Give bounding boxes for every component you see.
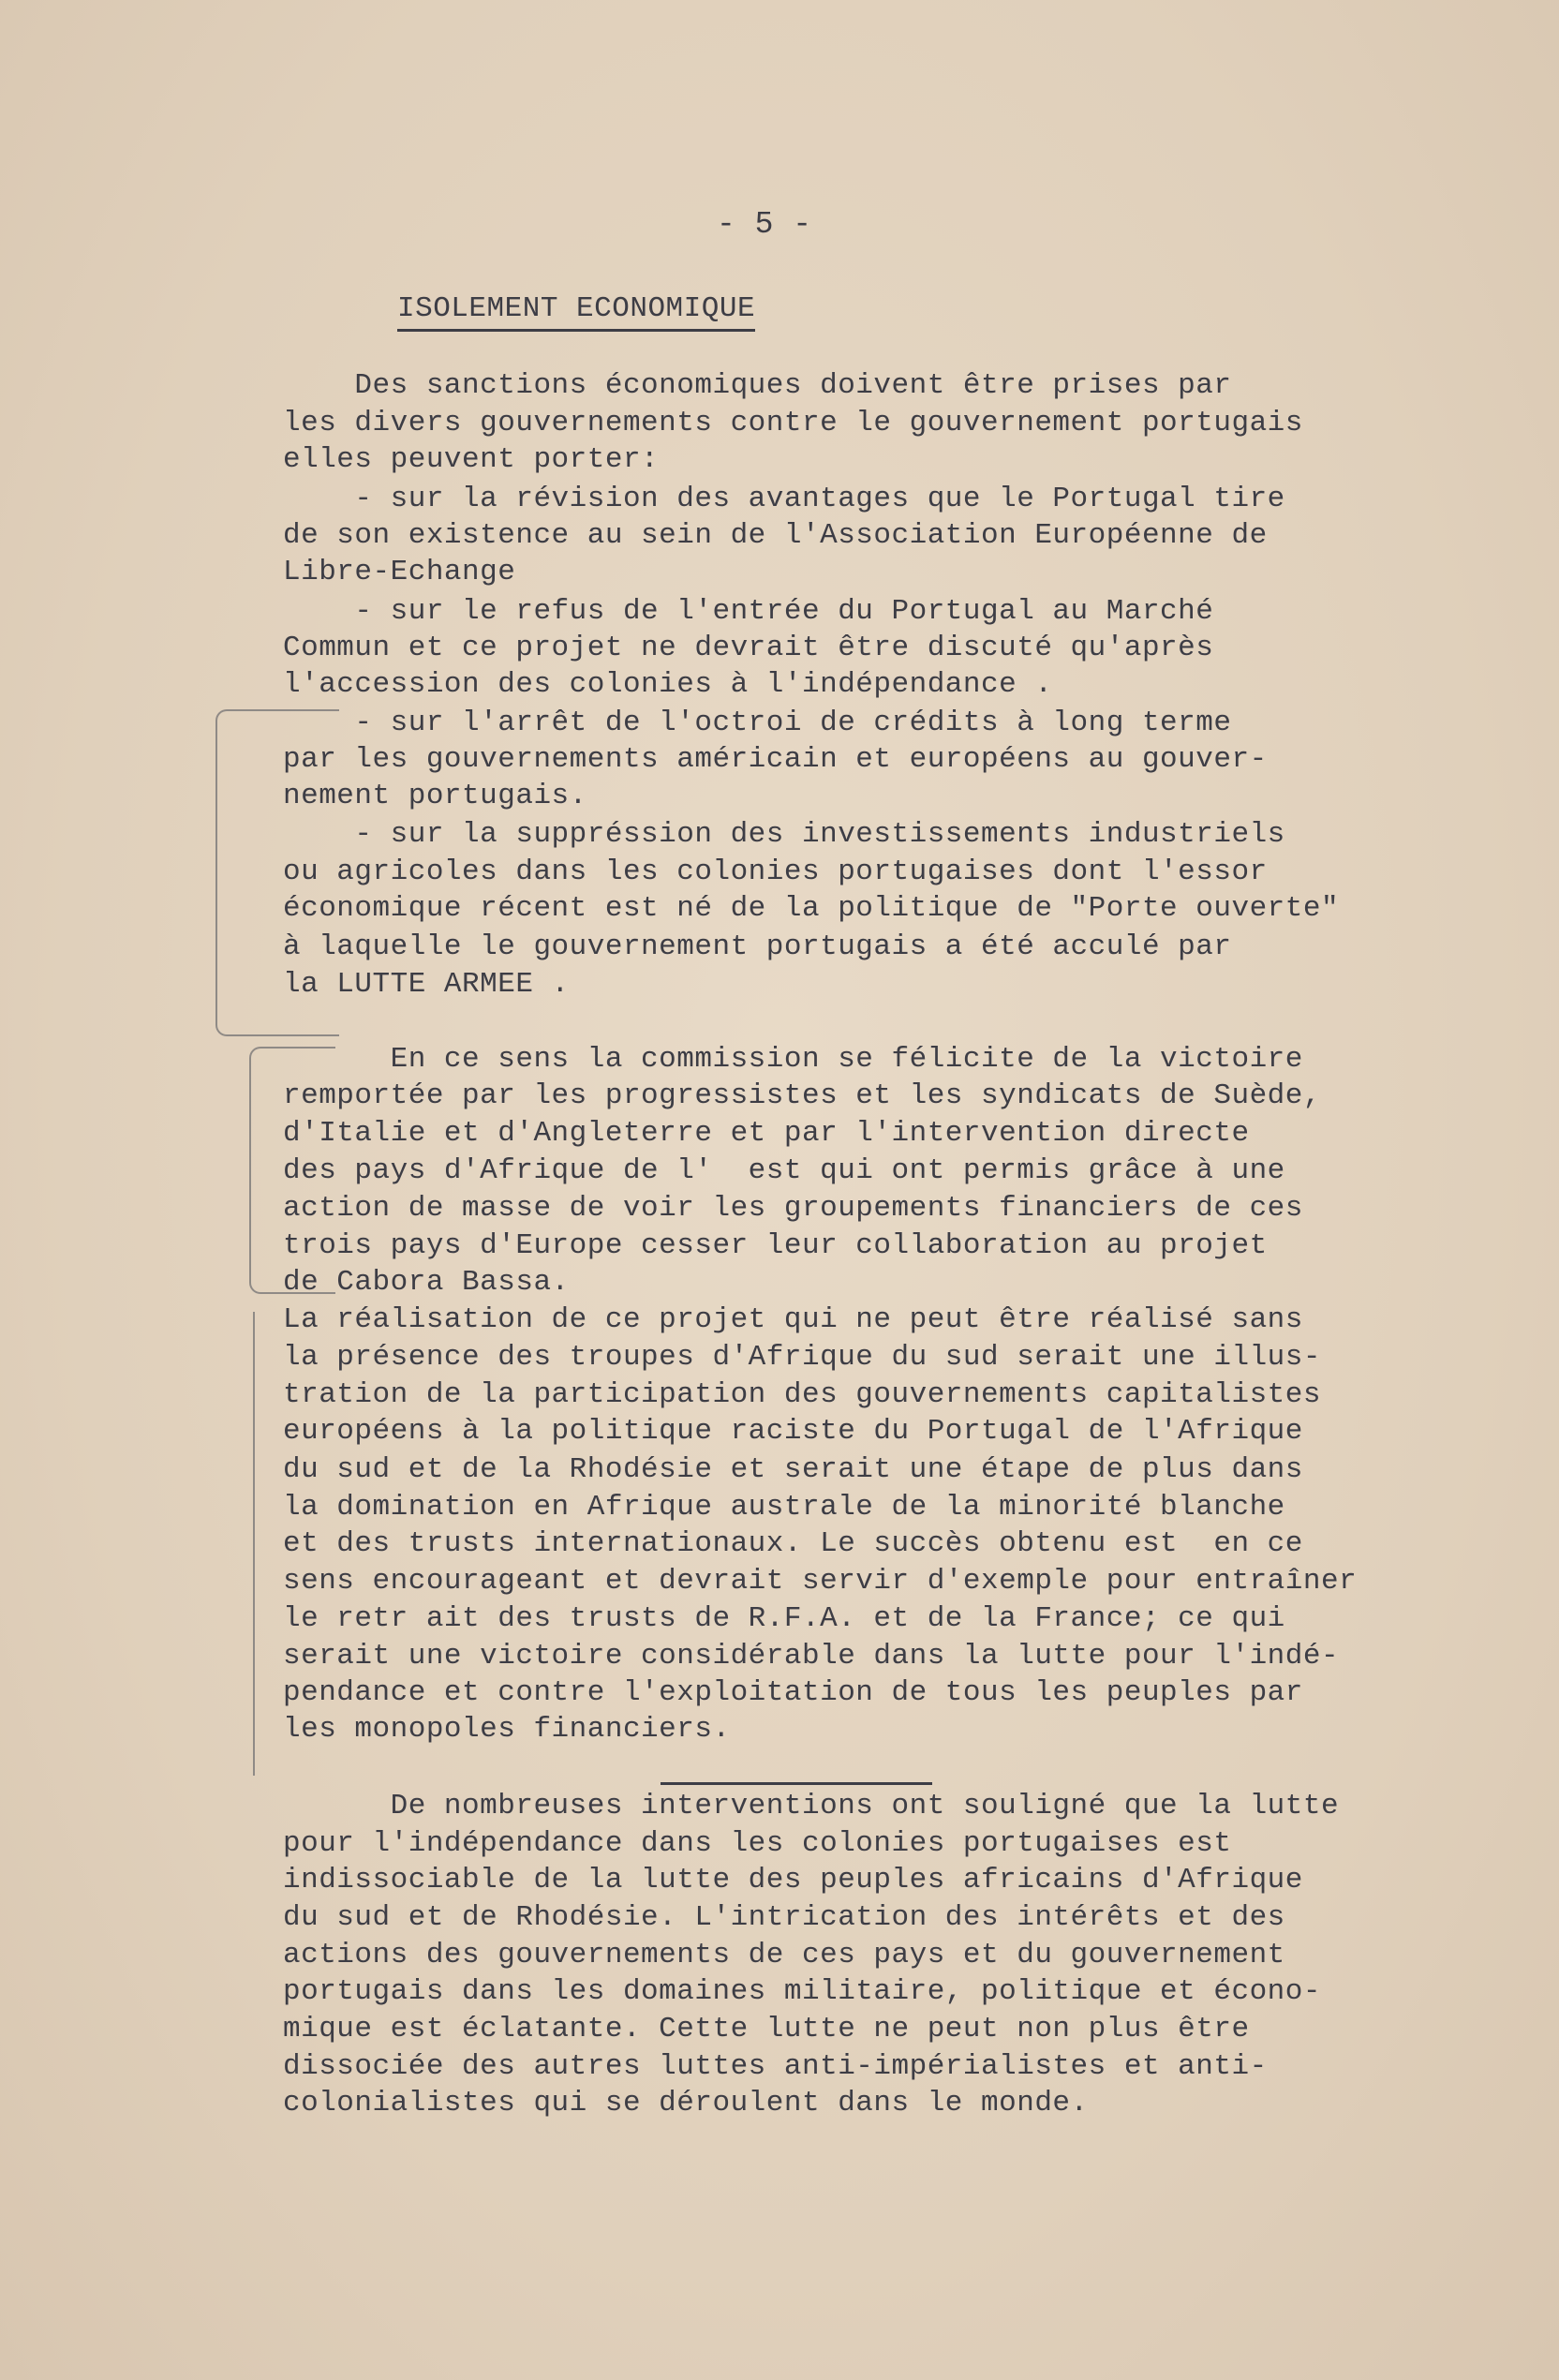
page-number: - 5 - [717, 207, 812, 242]
text-line: - sur la révision des avantages que le Portugal tire [283, 483, 1285, 515]
text-line: du sud et de Rhodésie. L'intrication des intérêts et des [283, 1901, 1285, 1934]
text-line: la domination en Afrique australe de la minorité blanche [283, 1491, 1285, 1524]
text-line: de Cabora Bassa. [283, 1266, 570, 1299]
text-line: le retr ait des trusts de R.F.A. et de la France; ce qui [283, 1602, 1285, 1635]
text-line: nement portugais. [283, 780, 587, 812]
text-line: des pays d'Afrique de l' est qui ont permis grâce à une [283, 1154, 1285, 1187]
text-line: européens à la politique raciste du Portugal de l'Afrique [283, 1415, 1303, 1448]
section-title: ISOLEMENT ECONOMIQUE [397, 290, 755, 332]
margin-line [253, 1312, 255, 1776]
text-line: Libre-Echange [283, 556, 516, 588]
text-line: En ce sens la commission se félicite de la victoire [283, 1043, 1303, 1076]
text-line: indissociable de la lutte des peuples africains d'Afrique [283, 1864, 1303, 1897]
text-line: Des sanctions économiques doivent être prises par [283, 369, 1232, 402]
text-line: d'Italie et d'Angleterre et par l'intervention directe [283, 1117, 1250, 1150]
text-line: elles peuvent porter: [283, 443, 660, 476]
text-line: la présence des troupes d'Afrique du sud serait une illus- [283, 1341, 1321, 1374]
text-line: colonialistes qui se déroulent dans le monde. [283, 2087, 1089, 2120]
text-line: mique est éclatante. Cette lutte ne peut non plus être [283, 2013, 1250, 2045]
text-line: sens encourageant et devrait servir d'exemple pour entraîner [283, 1565, 1358, 1598]
text-line: les monopoles financiers. [283, 1713, 731, 1746]
text-line: action de masse de voir les groupements financiers de ces [283, 1192, 1303, 1225]
text-line: tration de la participation des gouvernements capitalistes [283, 1378, 1321, 1411]
text-line: actions des gouvernements de ces pays et du gouvernement [283, 1939, 1285, 1971]
text-line: à laquelle le gouvernement portugais a été acculé par [283, 930, 1232, 963]
text-line: la LUTTE ARMEE . [283, 968, 570, 1001]
text-line: de son existence au sein de l'Association Européenne de [283, 519, 1268, 552]
text-line: - sur le refus de l'entrée du Portugal au Marché [283, 595, 1214, 628]
text-line: les divers gouvernements contre le gouvernement portugais [283, 407, 1303, 439]
margin-bracket [249, 1047, 335, 1294]
margin-bracket [215, 709, 339, 1036]
text-line: par les gouvernements américain et européens au gouver- [283, 743, 1268, 776]
text-line: portugais dans les domaines militaire, politique et écono- [283, 1975, 1321, 2008]
text-line: du sud et de la Rhodésie et serait une étape de plus dans [283, 1453, 1303, 1486]
text-line: économique récent est né de la politique de "Porte ouverte" [283, 892, 1340, 925]
text-line: pour l'indépendance dans les colonies portugaises est [283, 1827, 1232, 1860]
text-line: ou agricoles dans les colonies portugaises dont l'essor [283, 855, 1268, 888]
text-line: serait une victoire considérable dans la lutte pour l'indé- [283, 1640, 1340, 1673]
text-line: pendance et contre l'exploitation de tous les peuples par [283, 1676, 1303, 1709]
text-line: La réalisation de ce projet qui ne peut être réalisé sans [283, 1303, 1303, 1336]
text-line: et des trusts internationaux. Le succès obtenu est en ce [283, 1527, 1303, 1560]
text-line: De nombreuses interventions ont souligné que la lutte [283, 1790, 1340, 1822]
underline-rule [661, 1782, 932, 1785]
text-line: trois pays d'Europe cesser leur collaboration au projet [283, 1229, 1268, 1262]
text-line: Commun et ce projet ne devrait être discuté qu'après [283, 632, 1214, 664]
text-line: - sur la suppréssion des investissements industriels [283, 818, 1285, 851]
text-line: remportée par les progressistes et les syndicats de Suède, [283, 1079, 1321, 1112]
text-line: dissociée des autres luttes anti-impérialistes et anti- [283, 2050, 1268, 2083]
text-line: l'accession des colonies à l'indépendance . [283, 668, 1053, 701]
text-line: - sur l'arrêt de l'octroi de crédits à long terme [283, 707, 1232, 739]
